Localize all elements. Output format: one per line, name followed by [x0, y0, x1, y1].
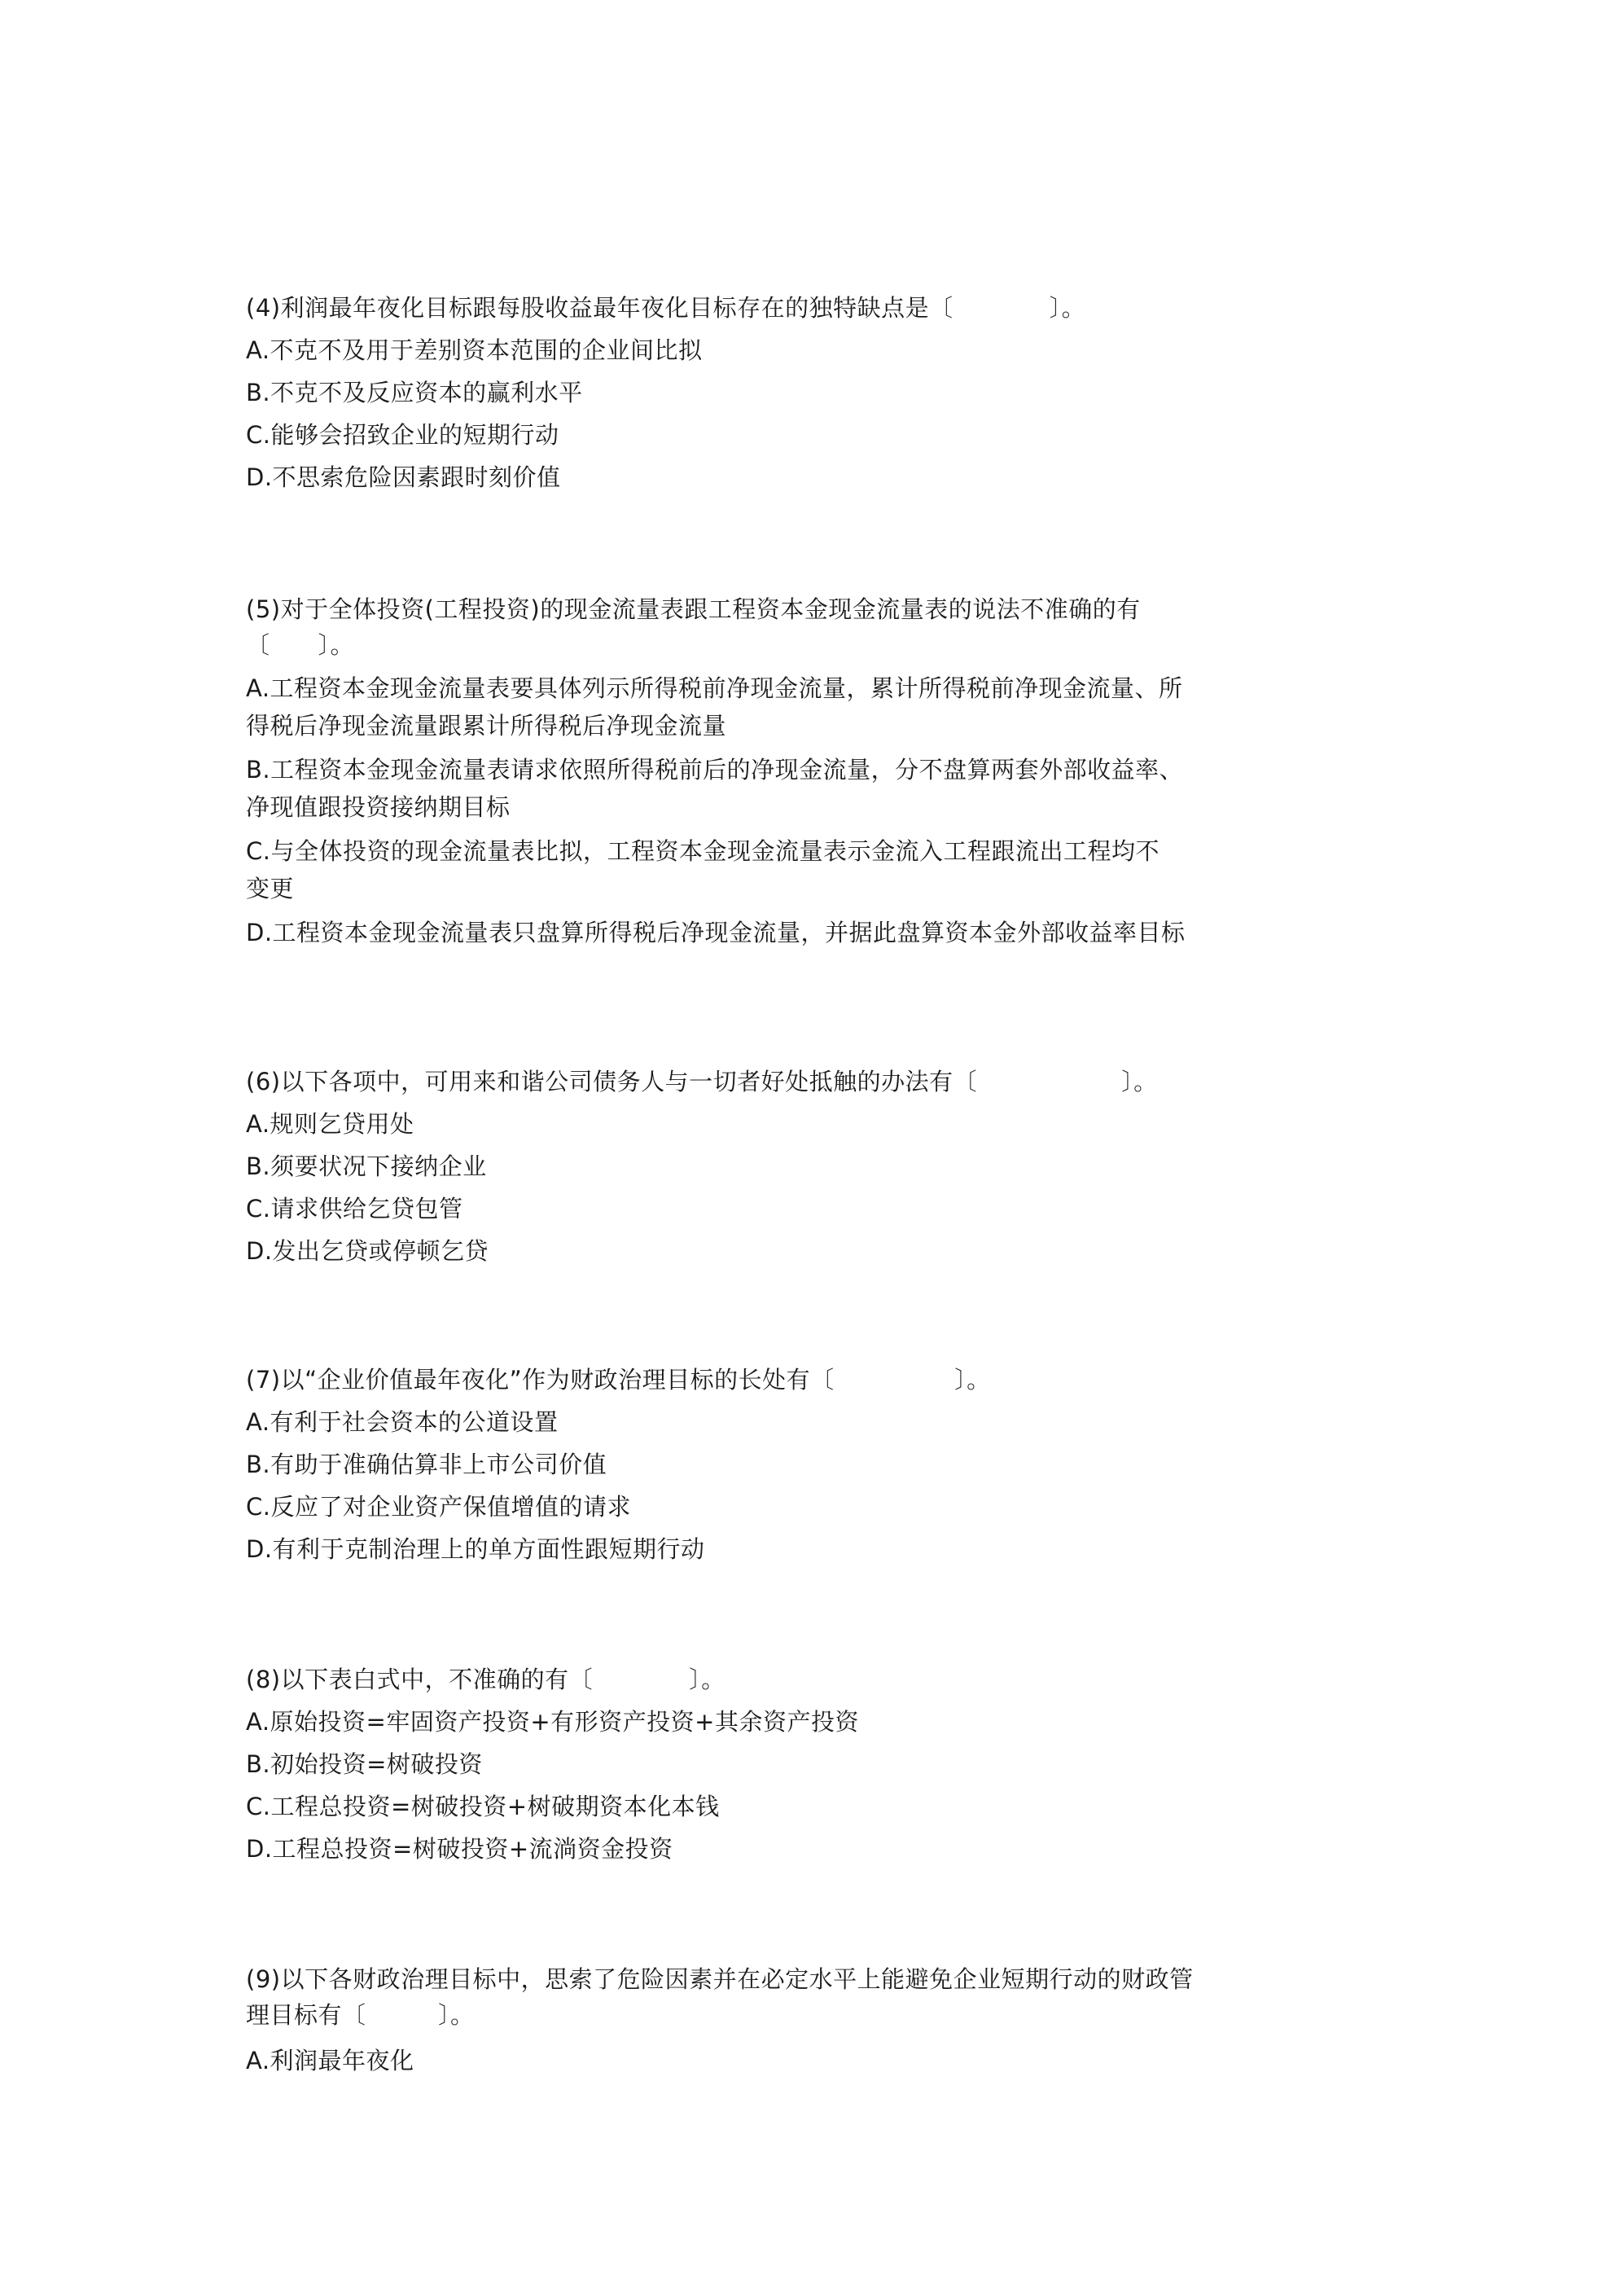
option-b: B.有助于准确估算非上市公司价值 — [246, 1451, 607, 1478]
option-a-line-1: A.工程资本金现金流量表要具体列示所得税前净现金流量，累计所得税前净现金流量、所 — [246, 674, 1183, 702]
question-stem: (7)以“企业价值最年夜化”作为财政治理目标的长处有〔 〕。 — [246, 1366, 991, 1394]
option-a — [246, 669, 1264, 744]
option-d: D.有利于克制治理上的单方面性跟短期行动 — [246, 1535, 705, 1563]
option-a: A.不克不及用于差别资本范围的企业间比拟 — [246, 336, 703, 364]
option-b-line-1: B.工程资本金现金流量表请求依照所得税前后的净现金流量，分不盘算两套外部收益率、 — [246, 756, 1184, 784]
option-b: B.须要状况下接纳企业 — [246, 1152, 487, 1180]
option-d — [246, 914, 1264, 951]
question-stem: (4)利润最年夜化目标跟每股收益最年夜化目标存在的独特缺点是〔 〕。 — [246, 294, 1086, 322]
option-c-line-2: 变更 — [246, 875, 295, 902]
question-stem: (8)以下表白式中，不准确的有〔 〕。 — [246, 1666, 726, 1693]
question-4 — [246, 287, 1264, 498]
question-stem-continued: 理目标有〔 〕。 — [246, 2001, 475, 2029]
question-9 — [246, 1958, 1264, 2082]
option-d: D.工程总投资=树破投资+流淌资金投资 — [246, 1835, 673, 1863]
option-d-line-1: D.工程资本金现金流量表只盘算所得税后净现金流量，并据此盘算资本金外部收益率目标 — [246, 919, 1186, 946]
option-a: A.有利于社会资本的公道设置 — [246, 1408, 559, 1436]
option-a: A.原始投资=牢固资产投资+有形资产投资+其余资产投资 — [246, 1708, 859, 1736]
option-c: C.反应了对企业资产保值增值的请求 — [246, 1493, 631, 1521]
question-stem-continued: 〔 〕。 — [246, 631, 355, 659]
option-a: A.规则乞贷用处 — [246, 1110, 414, 1138]
option-b-line-2: 净现值跟投资接纳期目标 — [246, 793, 511, 821]
option-c: C.请求供给乞贷包管 — [246, 1195, 463, 1223]
question-6 — [246, 1060, 1264, 1272]
question-stem: (9)以下各财政治理目标中，思索了危险因素并在必定水平上能避免企业短期行动的财政管 — [246, 1965, 1194, 1993]
question-stem: (5)对于全体投资(工程投资)的现金流量表跟工程资本金现金流量表的说法不准确的有 — [246, 595, 1141, 623]
question-7 — [246, 1359, 1264, 1570]
option-d: D.不思索危险因素跟时刻价值 — [246, 463, 561, 491]
option-b — [246, 751, 1264, 826]
option-c — [246, 832, 1264, 907]
option-c-line-1: C.与全体投资的现金流量表比拟，工程资本金现金流量表示金流入工程跟流出工程均不 — [246, 837, 1160, 865]
option-c: C.能够会招致企业的短期行动 — [246, 421, 559, 449]
question-5 — [246, 588, 1264, 958]
option-b: B.初始投资=树破投资 — [246, 1750, 483, 1778]
option-b: B.不克不及反应资本的赢利水平 — [246, 379, 583, 406]
question-stem: (6)以下各项中，可用来和谐公司债务人与一切者好处抵触的办法有〔 〕。 — [246, 1068, 1158, 1095]
option-d: D.发出乞贷或停顿乞贷 — [246, 1237, 489, 1265]
option-c: C.工程总投资=树破投资+树破期资本化本钱 — [246, 1793, 720, 1820]
option-a: A.利润最年夜化 — [246, 2047, 414, 2074]
question-8 — [246, 1658, 1264, 1870]
option-a-line-2: 得税后净现金流量跟累计所得税后净现金流量 — [246, 712, 727, 740]
